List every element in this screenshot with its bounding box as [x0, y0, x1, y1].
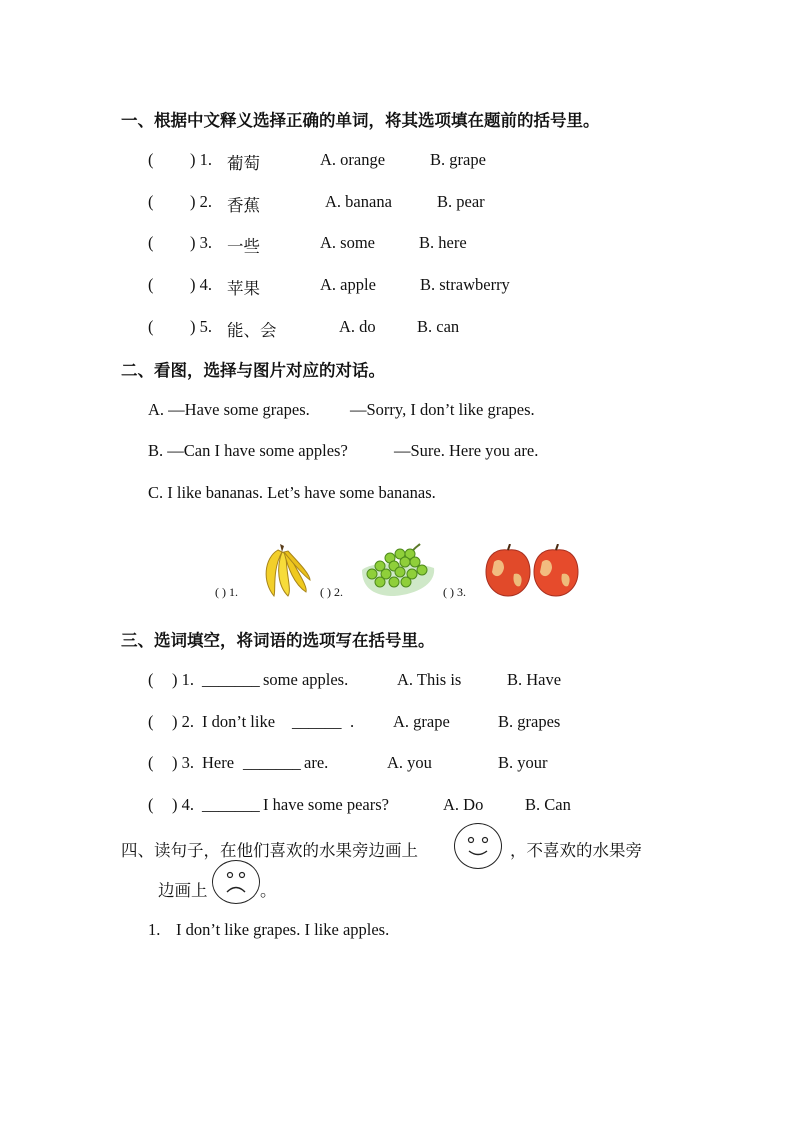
- picture-label-2[interactable]: ( ) 2.: [320, 585, 343, 599]
- section4-heading-part4: 。: [260, 881, 277, 900]
- answer-bracket[interactable]: (: [148, 150, 154, 169]
- sentence-before: I don’t like: [202, 712, 276, 731]
- sentence-text: I don’t like grapes. I like apples.: [176, 920, 390, 939]
- option-b: B. Can: [525, 795, 571, 814]
- item-number: ) 3.: [172, 753, 194, 772]
- sentence-before: Here: [202, 753, 235, 772]
- option-b: B. here: [419, 233, 467, 252]
- section4-heading-part3: 边画上: [158, 881, 208, 900]
- dialogue-question: A. —Have some grapes.: [148, 400, 310, 419]
- answer-bracket[interactable]: (: [148, 192, 154, 211]
- chinese-word: 葡萄: [227, 154, 260, 173]
- answer-bracket[interactable]: (: [148, 712, 154, 731]
- option-b: B. strawberry: [420, 275, 510, 294]
- answer-bracket[interactable]: (: [148, 795, 154, 814]
- section2-heading: 二、看图，选择与图片对应的对话。: [121, 361, 385, 380]
- item-number: ) 5.: [190, 317, 212, 336]
- item-number: 1.: [148, 920, 161, 939]
- fill-blank[interactable]: ______: [292, 712, 342, 731]
- answer-bracket[interactable]: (: [148, 233, 154, 252]
- option-a: A. orange: [320, 150, 386, 169]
- item-number: ) 4.: [172, 795, 194, 814]
- fill-blank[interactable]: _______: [243, 753, 301, 772]
- option-b: B. your: [498, 753, 548, 772]
- option-b: B. grape: [430, 150, 486, 169]
- dialogue-response: —Sure. Here you are.: [394, 441, 539, 460]
- option-a: A. apple: [320, 275, 376, 294]
- sentence-after: I have some pears?: [263, 795, 389, 814]
- item-number: ) 4.: [190, 275, 212, 294]
- option-b: B. grapes: [498, 712, 561, 731]
- item-number: ) 1.: [172, 670, 194, 689]
- option-a: A. banana: [325, 192, 392, 211]
- item-number: ) 2.: [190, 192, 212, 211]
- chinese-word: 一些: [227, 237, 260, 256]
- section1-heading: 一、根据中文释义选择正确的单词，将其选项填在题前的括号里。: [121, 111, 600, 130]
- option-a: A. Do: [443, 795, 484, 814]
- option-b: B. Have: [507, 670, 562, 689]
- fill-blank[interactable]: _______: [202, 670, 260, 689]
- answer-bracket[interactable]: (: [148, 670, 154, 689]
- chinese-word: 能、会: [227, 321, 277, 340]
- bananas-icon: [258, 540, 312, 598]
- dialogue-question: C. I like bananas. Let’s have some bananas.: [148, 483, 436, 502]
- option-a: A. grape: [393, 712, 450, 731]
- dialogue-question: B. —Can I have some apples?: [148, 441, 348, 460]
- option-a: A. do: [339, 317, 376, 336]
- item-number: ) 1.: [190, 150, 212, 169]
- sentence-after: are.: [304, 753, 329, 772]
- answer-bracket[interactable]: (: [148, 317, 154, 336]
- smiley-face-icon: [454, 823, 502, 869]
- picture-label-1[interactable]: ( ) 1.: [215, 585, 238, 599]
- option-a: A. This is: [397, 670, 462, 689]
- chinese-word: 香蕉: [227, 196, 260, 215]
- apples-icon: [484, 544, 580, 598]
- dialogue-response: —Sorry, I don’t like grapes.: [350, 400, 535, 419]
- picture-label-3[interactable]: ( ) 3.: [443, 585, 466, 599]
- section3-heading: 三、选词填空，将词语的选项写在括号里。: [121, 631, 435, 650]
- fill-blank[interactable]: _______: [202, 795, 260, 814]
- section4-heading-part2: ，不喜欢的水果旁: [510, 841, 642, 860]
- grapes-icon: [360, 542, 436, 598]
- option-b: B. pear: [437, 192, 485, 211]
- option-a: A. you: [387, 753, 432, 772]
- item-number: ) 2.: [172, 712, 194, 731]
- sad-face-icon: [212, 860, 260, 904]
- option-a: A. some: [320, 233, 375, 252]
- sentence-after: some apples.: [263, 670, 349, 689]
- sentence-after: .: [350, 712, 355, 731]
- option-b: B. can: [417, 317, 460, 336]
- section4-heading-part1: 四、读句子，在他们喜欢的水果旁边画上: [121, 841, 418, 860]
- item-number: ) 3.: [190, 233, 212, 252]
- chinese-word: 苹果: [227, 279, 260, 298]
- answer-bracket[interactable]: (: [148, 275, 154, 294]
- answer-bracket[interactable]: (: [148, 753, 154, 772]
